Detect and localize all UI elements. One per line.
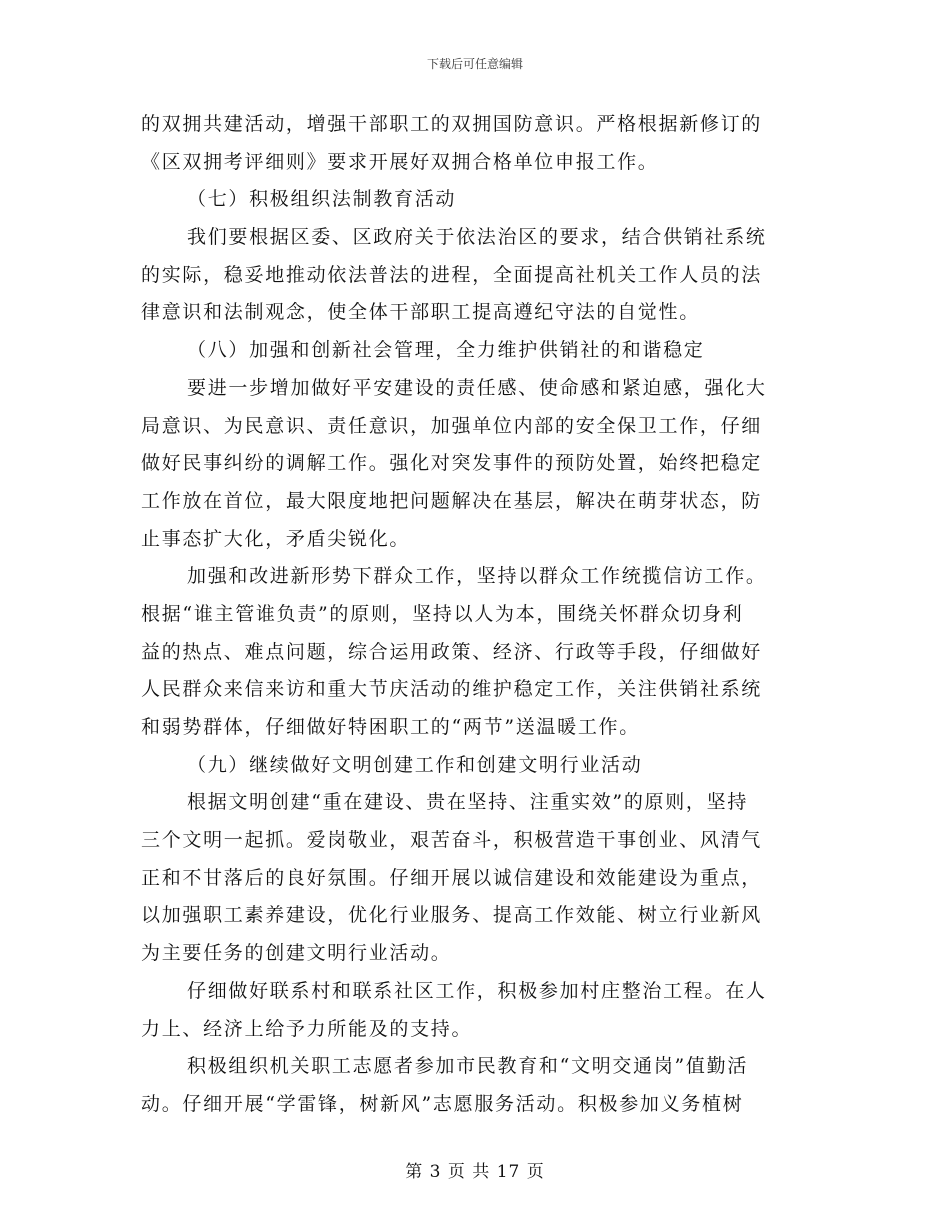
- text-line: 要进一步增加做好平安建设的责任感、使命感和紧迫感，强化大: [187, 376, 767, 399]
- text-line: 仔细做好联系村和联系社区工作，积极参加村庄整治工程。在人: [187, 979, 767, 1002]
- section-heading: （七）积极组织法制教育活动: [187, 188, 457, 211]
- text-line: 做好民事纠纷的调解工作。强化对突发事件的预防处置，始终把稳定: [141, 452, 763, 475]
- text-line: 三个文明一起抓。爱岗敬业，艰苦奋斗，积极营造干事创业、风清气: [141, 829, 763, 852]
- text-line: 和弱势群体，仔细做好特困职工的“两节”送温暖工作。: [141, 716, 640, 738]
- text-line: 止事态扩大化，矛盾尖锐化。: [141, 527, 411, 550]
- text-line: 为主要任务的创建文明行业活动。: [141, 942, 452, 965]
- text-line: 局意识、为民意识、责任意识，加强单位内部的安全保卫工作，仔细: [141, 414, 763, 437]
- text-line: 根据“谁主管谁负责”的原则，坚持以人为本，围绕关怀群众切身利: [141, 602, 744, 625]
- text-line: 力上、经济上给予力所能及的支持。: [141, 1017, 473, 1040]
- text-line: 我们要根据区委、区政府关于依法治区的要求，结合供销社系统: [187, 226, 767, 249]
- page-number: 第 3 页 共 17 页: [405, 1162, 545, 1182]
- text-line: 的双拥共建活动，增强干部职工的双拥国防意识。严格根据新修订的: [141, 113, 763, 135]
- document-body: [141, 106, 801, 1124]
- text-line: 律意识和法制观念，使全体干部职工提高遵纪守法的自觉性。: [141, 301, 700, 324]
- text-line: 加强和改进新形势下群众工作，坚持以群众工作统揽信访工作。: [187, 565, 767, 588]
- text-line: 根据文明创建“重在建设、贵在坚持、注重实效”的原则，坚持: [187, 791, 749, 814]
- text-line: 人民群众来信来访和重大节庆活动的维护稳定工作，关注供销社系统: [141, 678, 763, 701]
- text-line: 的实际，稳妥地推动依法普法的进程，全面提高社机关工作人员的法: [141, 263, 763, 286]
- text-line: 工作放在首位，最大限度地把问题解决在基层，解决在萌芽状态，防: [141, 489, 763, 512]
- text-line: 动。仔细开展“学雷锋，树新风”志愿服务活动。积极参加义务植树: [141, 1092, 744, 1115]
- text-line: 益的热点、难点问题，综合运用政策、经济、行政等手段，仔细做好: [141, 640, 763, 663]
- text-line: 以加强职工素养建设，优化行业服务、提高工作效能、树立行业新风: [141, 904, 763, 927]
- section-heading: （九）继续做好文明创建工作和创建文明行业活动: [187, 753, 643, 776]
- text-line: 积极组织机关职工志愿者参加市民教育和“文明交通岗”值勤活: [187, 1055, 749, 1078]
- text-line: 《区双拥考评细则》要求开展好双拥合格单位申报工作。: [141, 150, 659, 173]
- section-heading: （八）加强和创新社会管理，全力维护供销社的和谐稳定: [187, 339, 705, 362]
- text-line: 正和不甘落后的良好氛围。仔细开展以诚信建设和效能建设为重点，: [141, 866, 763, 889]
- page-header: 下载后可任意编辑: [426, 57, 523, 71]
